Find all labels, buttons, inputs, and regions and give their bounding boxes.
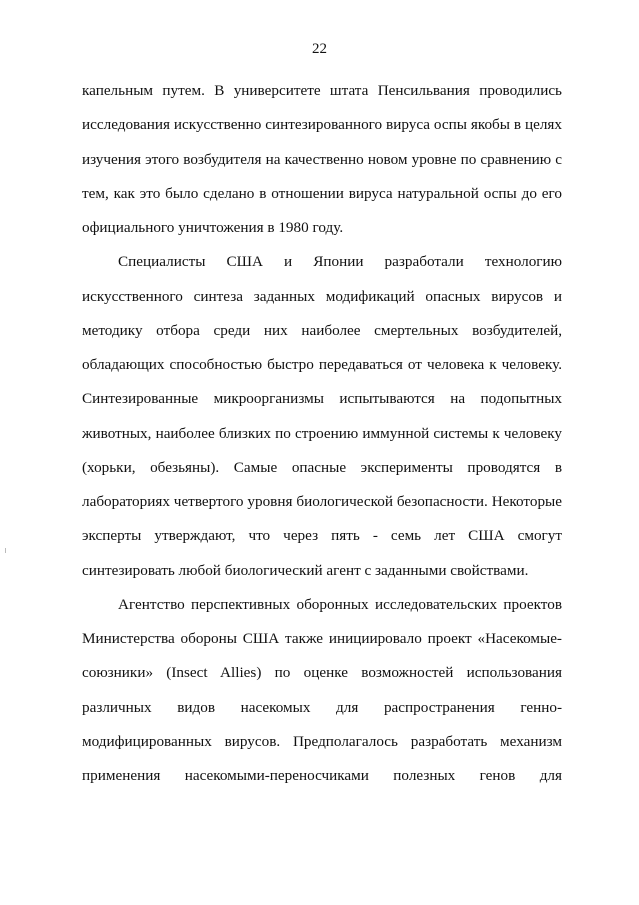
text-line: обладающих способностью быстро передаваться от человека к человеку. [82,356,562,373]
text-line: различных видов насекомых для распространения генно- [82,698,562,716]
text-line: союзники» (Insect Allies) по оценке возможностей использования [82,664,562,682]
text-line: изучения этого возбудителя на качественно новом уровне по сравнению с [82,150,562,168]
text-line: Агентство перспективных оборонных исследовательских проектов [118,595,562,613]
text-line: эксперты утверждают, что через пять - семь лет США смогут [82,527,562,545]
text-line: лабораториях четвертого уровня биологической безопасности. Некоторые [82,493,562,510]
text-line: животных, наиболее близких по строению иммунной системы к человеку [82,424,562,442]
scan-edge-mark [5,548,6,553]
text-line: модифицированных вирусов. Предполагалось разработать механизм [82,732,562,750]
text-line: (хорьки, обезьяны). Самые опасные эксперименты проводятся в [82,458,562,476]
text-line: Синтезированные микроорганизмы испытываются на подопытных [82,390,562,408]
text-line: тем, как это было сделано в отношении вируса натуральной оспы до его [82,184,562,202]
text-line: синтезировать любой биологический агент с заданными свойствами. [82,561,529,579]
text-line: методику отбора среди них наиболее смертельных возбудителей, [82,321,562,339]
text-line: капельным путем. В университете штата Пенсильвания проводились [82,82,562,99]
body-text [82,76,562,795]
text-line: Специалисты США и Японии разработали технологию [118,253,562,271]
page-number: 22 [312,41,327,57]
text-line: официального уничтожения в 1980 году. [82,219,344,236]
text-line: исследования искусственно синтезированного вируса оспы якобы в целях [82,116,562,134]
text-line: Министерства обороны США также инициировало проект «Насекомые- [82,630,562,647]
text-line: применения насекомыми-переносчиками полезных генов для [82,767,562,784]
text-line: искусственного синтеза заданных модификаций опасных вирусов и [82,287,562,305]
